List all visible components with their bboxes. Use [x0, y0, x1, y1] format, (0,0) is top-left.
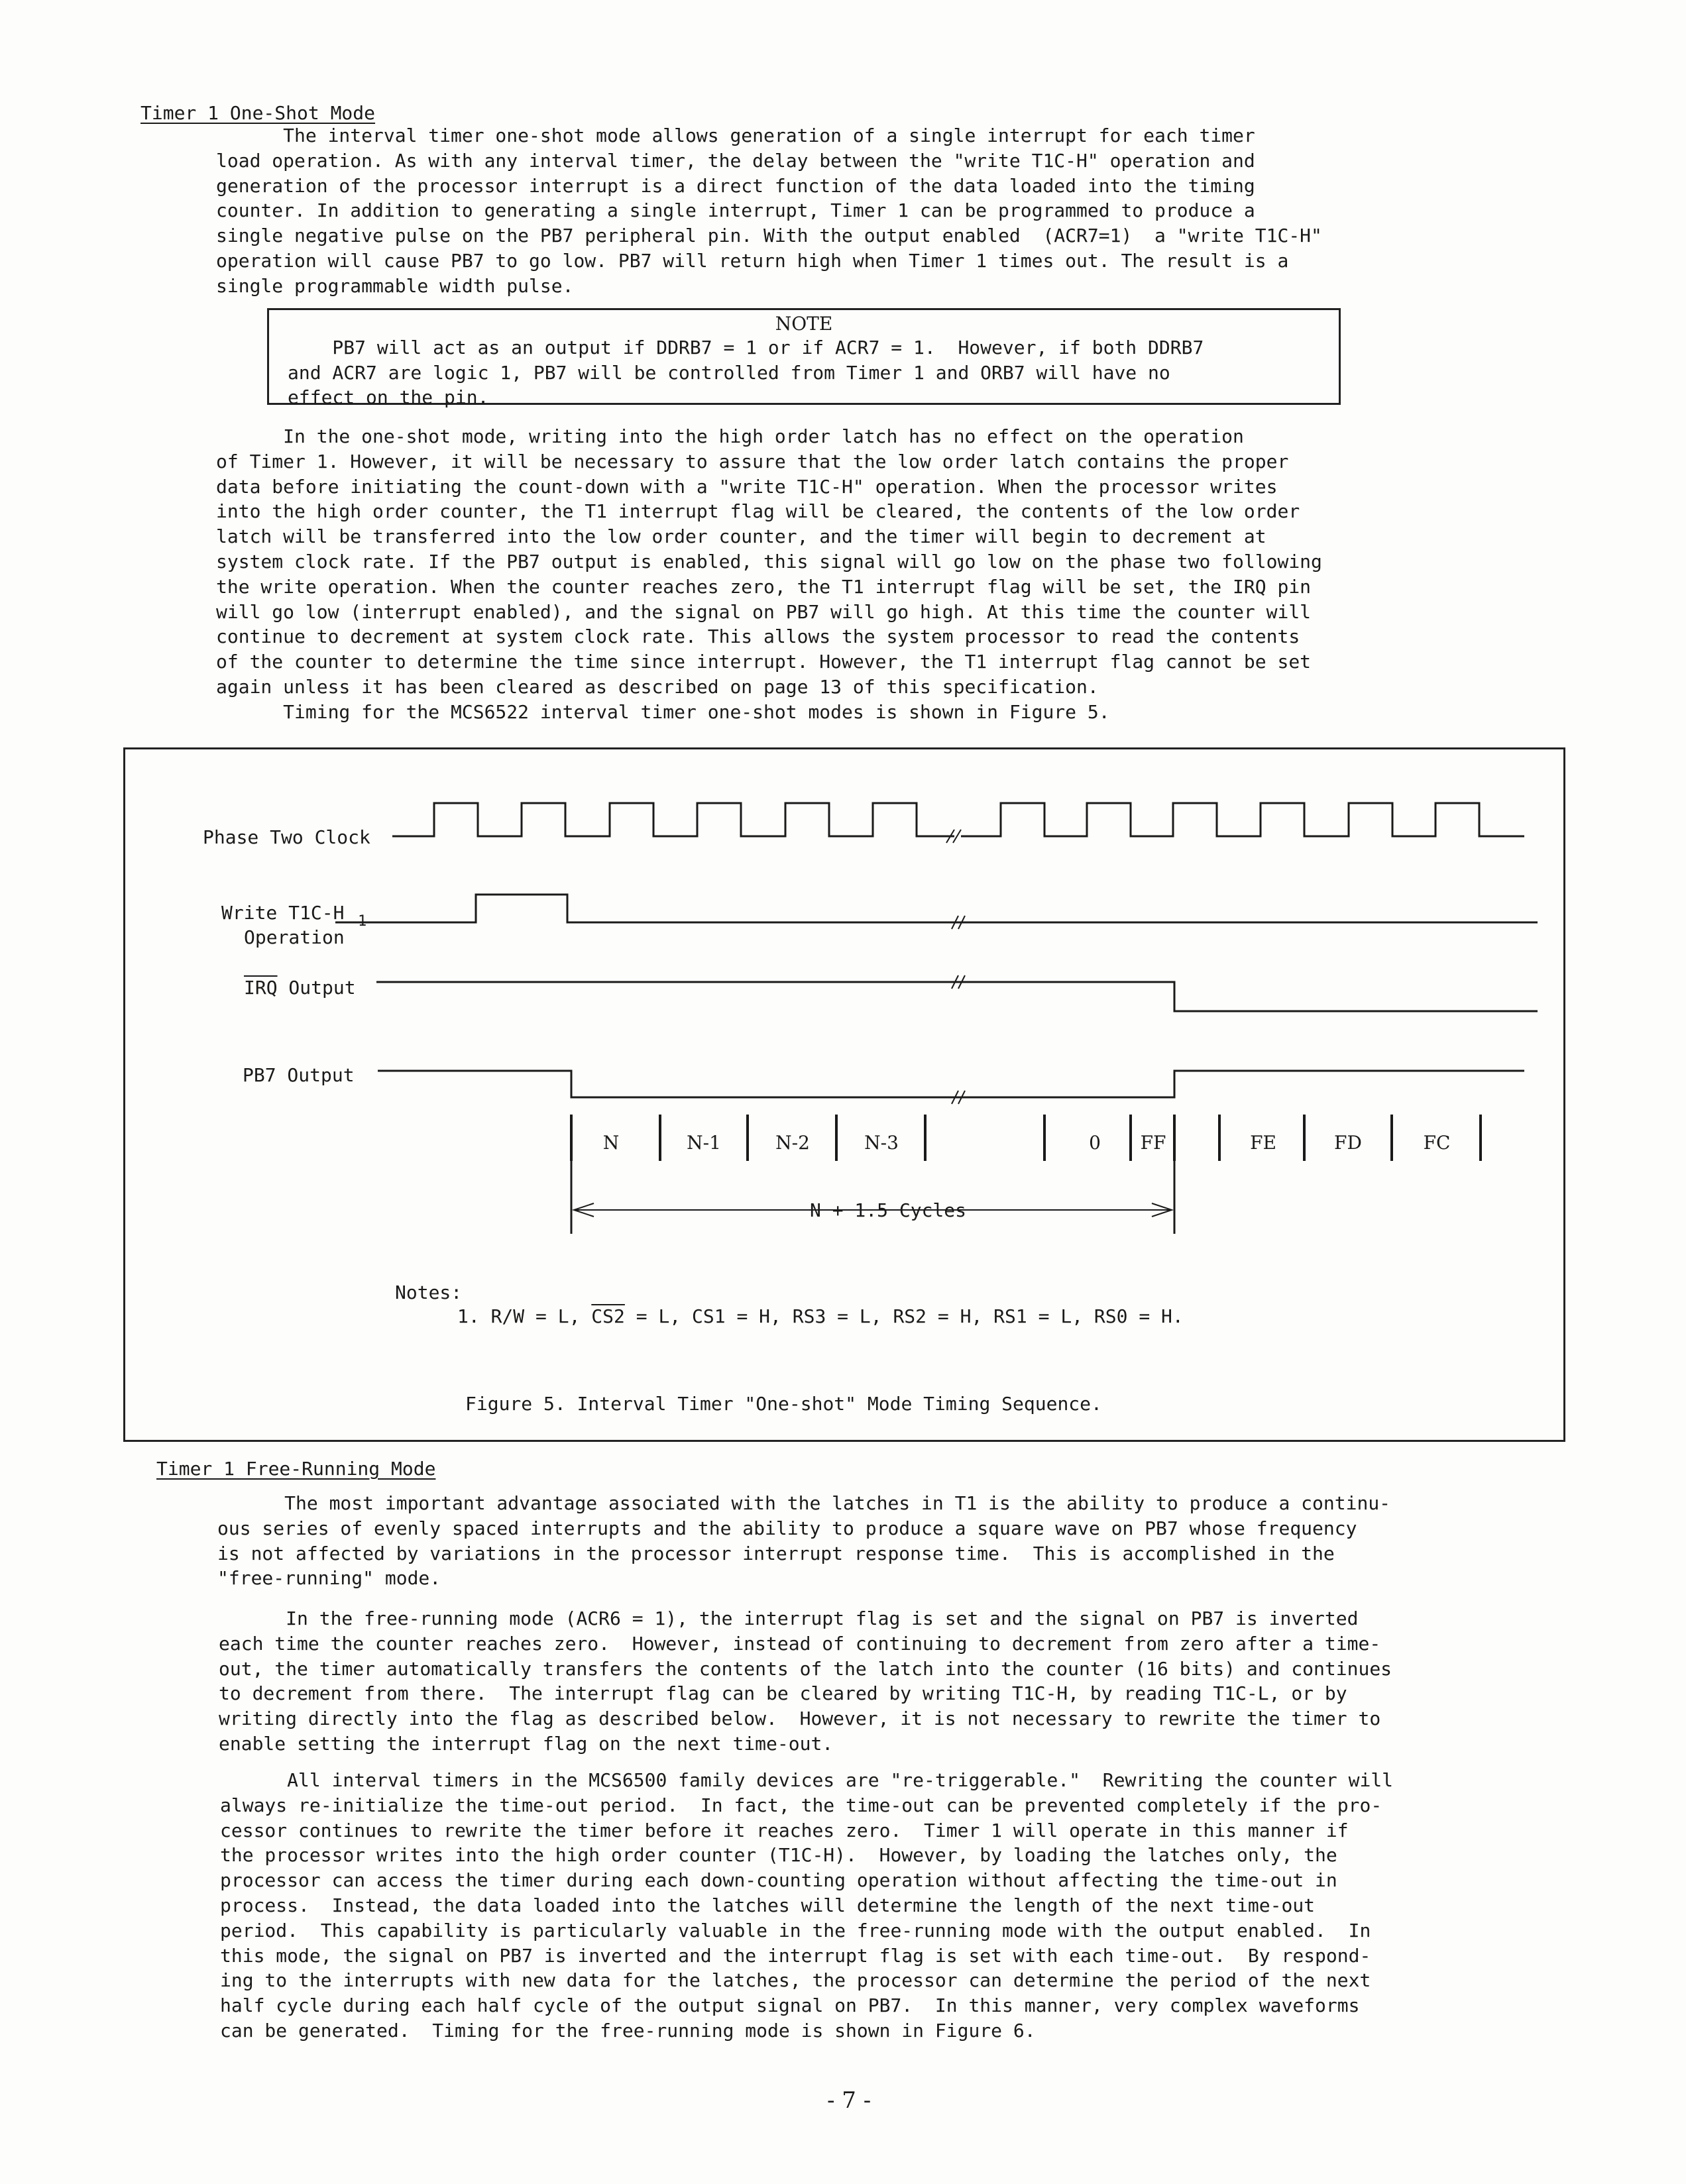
paragraph-free-running-2 [219, 1606, 1392, 1757]
text-line: will go low (interrupt enabled), and the signal on PB7 will go high. At this time the counter will [216, 600, 1312, 623]
text-line: period. This capability is particularly valuable in the free-running mode with the output enabled. In [220, 1919, 1371, 1941]
irq-rest-text: Output [277, 977, 356, 999]
pb7-waveform [378, 1071, 1524, 1097]
text-line: processor can access the timer during each down-counting operation without affecting the time-out in [220, 1869, 1337, 1892]
cycle-label: 0 [1089, 1132, 1101, 1154]
text-line: ing to the interrupts with new data for the latches, the processor can determine the period of the next [220, 1969, 1371, 1992]
text-line: The most important advantage associated with the latches in T1 is the ability to produce a continu- [217, 1492, 1391, 1514]
span-label: N + 1.5 Cycles [801, 1199, 976, 1221]
notes-line-1 [457, 1305, 1184, 1327]
text-line: load operation. As with any interval timer, the delay between the "write T1C-H" operation and [216, 149, 1255, 172]
label-phase-two-clock: Phase Two Clock [203, 826, 370, 848]
note-cs2-bar: CS2 [591, 1305, 625, 1327]
text-line: effect on the pin. [288, 386, 489, 408]
label-write-t1c-h: Write T1C-H [221, 902, 345, 924]
cycle-label: N-1 [687, 1132, 721, 1154]
notes-title: Notes: [395, 1282, 463, 1303]
text-line: operation will cause PB7 to go low. PB7 will return high when Timer 1 times out. The result is a [216, 249, 1289, 272]
text-line: the write operation. When the counter reaches zero, the T1 interrupt flag will be set, the IRQ pin [216, 575, 1312, 598]
text-line: out, the timer automatically transfers the contents of the latch into the counter (16 bits) and continues [219, 1657, 1392, 1680]
label-write-superscript: 1 [358, 913, 367, 930]
figure-caption: Figure 5. Interval Timer "One-shot" Mode Timing Sequence. [465, 1393, 1102, 1415]
text-line: process. Instead, the data loaded into the latches will determine the length of the next time-out [220, 1894, 1316, 1916]
text-line: In the free-running mode (ACR6 = 1), the interrupt flag is set and the signal on PB7 is inverted [219, 1608, 1359, 1629]
text-line: "free-running" mode. [217, 1567, 441, 1590]
cycle-label: N-2 [775, 1132, 810, 1154]
text-line: of the counter to determine the time since interrupt. However, the T1 interrupt flag cannot be set [216, 651, 1312, 673]
label-pb7-output: PB7 Output [243, 1064, 355, 1086]
text-line: of Timer 1. However, it will be necessary to assure that the low order latch contains the proper [216, 450, 1289, 472]
text-line: latch will be transferred into the low order counter, and the timer will begin to decrement at [216, 525, 1266, 548]
paragraph-free-running-1 [217, 1491, 1390, 1591]
text-line: All interval timers in the MCS6500 family devices are "re-triggerable." Rewriting the counter will [220, 1769, 1394, 1791]
text-line: Timing for the MCS6522 interval timer one-shot modes is shown in Figure 5. [216, 700, 1110, 723]
clock-waveform-b [961, 803, 1524, 836]
text-line: generation of the processor interrupt is a direct function of the data loaded into the timing [216, 174, 1255, 197]
cycle-label: FC [1423, 1132, 1451, 1154]
cycle-label: N-3 [864, 1132, 899, 1154]
text-line: ous series of evenly spaced interrupts and the ability to produce a square wave on PB7 whose frequency [217, 1517, 1357, 1539]
irq-bar-text: $\overline{IRQ}$ [244, 977, 278, 999]
text-line: writing directly into the flag as described below. However, it is not necessary to rewrite the timer to [219, 1708, 1381, 1730]
text-line: single programmable width pulse. [216, 274, 574, 297]
clock-waveform-a [392, 803, 954, 836]
cycle-label: FF [1140, 1132, 1166, 1154]
text-line: single negative pulse on the PB7 peripheral pin. With the output enabled (ACR7=1) a "write T1C-H" [216, 225, 1322, 247]
text-line: to decrement from there. The interrupt flag can be cleared by writing T1C-H, by reading T1C-L, or by [219, 1682, 1347, 1705]
text-line: again unless it has been cleared as described on page 13 of this specification. [216, 675, 1099, 698]
text-line: enable setting the interrupt flag on the next time-out. [219, 1732, 834, 1755]
text-line: counter. In addition to generating a single interrupt, Timer 1 can be programmed to produce a [216, 199, 1255, 222]
text-line: this mode, the signal on PB7 is inverted and the interrupt flag is set with each time-out. By respond- [220, 1944, 1371, 1967]
text-line: into the high order counter, the T1 interrupt flag will be cleared, the contents of the low order [216, 500, 1300, 523]
text-line: cessor continues to rewrite the timer before it reaches zero. Timer 1 will operate in this manner if [220, 1819, 1349, 1841]
section-heading-free-running: Timer 1 Free-Running Mode [156, 1458, 436, 1480]
label-write-operation: Operation [244, 926, 345, 948]
note-part-b: = L, CS1 = H, RS3 = L, RS2 = H, RS1 = L, RS0 = H. [624, 1305, 1184, 1327]
write-waveform [335, 895, 1538, 922]
text-line: can be generated. Timing for the free-running mode is shown in Figure 6. [220, 2019, 1036, 2042]
text-line: and ACR7 are logic 1, PB7 will be controlled from Timer 1 and ORB7 will have no [288, 361, 1170, 384]
note-title: NOTE [775, 313, 833, 335]
cycle-label: FE [1250, 1132, 1276, 1154]
text-line: half cycle during each half cycle of the output signal on PB7. In this manner, very complex waveforms [220, 1994, 1360, 2017]
text-line: each time the counter reaches zero. However, instead of continuing to decrement from zero after a time- [219, 1632, 1381, 1655]
text-line: always re-initialize the time-out period. In fact, the time-out can be prevented completely if the pro- [220, 1794, 1382, 1816]
text-line: The interval timer one-shot mode allows generation of a single interrupt for each timer [216, 125, 1255, 146]
paragraph-free-running-3 [220, 1768, 1393, 2044]
section-heading-one-shot: Timer 1 One-Shot Mode [140, 102, 376, 124]
page-number: - 7 - [827, 2087, 871, 2114]
cycle-label: FD [1334, 1132, 1362, 1154]
text-line: is not affected by variations in the processor interrupt response time. This is accomplished in the [217, 1542, 1335, 1564]
text-line: system clock rate. If the PB7 output is enabled, this signal will go low on the phase two following [216, 550, 1322, 573]
text-line: the processor writes into the high order counter (T1C-H). However, by loading the latches only, the [220, 1844, 1337, 1867]
irq-waveform [376, 982, 1538, 1011]
text-line: In the one-shot mode, writing into the high order latch has no effect on the operation [216, 425, 1244, 447]
text-line: data before initiating the count-down with a "write T1C-H" operation. When the processor writes [216, 475, 1278, 498]
text-line: continue to decrement at system clock rate. This allows the system processor to read the contents [216, 626, 1300, 648]
cycle-label: N [602, 1132, 620, 1154]
text-line: PB7 will act as an output if DDRB7 = 1 or if ACR7 = 1. However, if both DDRB7 [288, 337, 1204, 358]
note-part-a: 1. R/W = L, [457, 1305, 592, 1327]
